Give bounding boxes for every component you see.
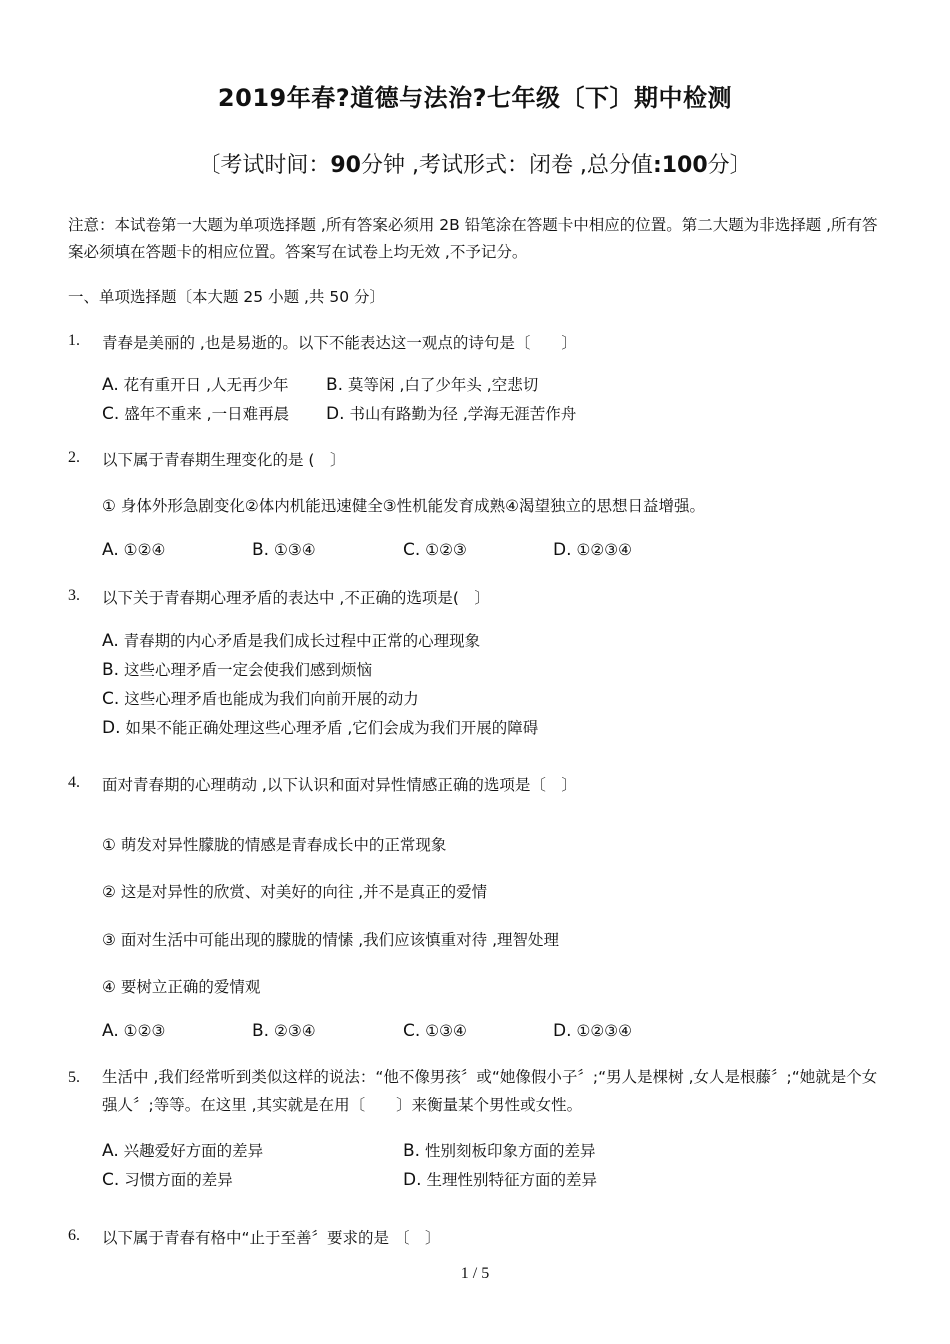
page-number: 1 / 5: [460, 1265, 490, 1282]
question-4-option-d: [553, 1021, 632, 1041]
question-3-option-d: [102, 716, 538, 738]
question-5-option-d: [403, 1168, 597, 1190]
option-text: 如果不能正确处理这些心理矛盾 ,它们会成为我们开展的障碍: [125, 719, 539, 737]
page-title: 2019年春?道德与法治?七年级〔下〕期中检测: [217, 84, 733, 112]
option-text: 花有重开日 ,人无再少年: [123, 376, 289, 394]
exam-info: [0, 148, 950, 179]
option-text: 兴趣爱好方面的差异: [123, 1142, 264, 1160]
exam-score-value: :100: [652, 153, 708, 178]
option-letter: A.: [102, 375, 119, 395]
exam-info-prefix: 〔考试时间：: [198, 153, 331, 178]
question-3-option-c: [102, 687, 419, 709]
option-letter: C.: [102, 1170, 120, 1190]
option-letter: C.: [403, 540, 421, 560]
option-letter: B.: [403, 1141, 421, 1161]
question-1-number: 1.: [68, 332, 80, 349]
option-letter: B.: [102, 660, 120, 680]
question-1-option-b: [326, 373, 538, 395]
option-letter: C.: [102, 404, 120, 424]
question-4-statement-3: ③ 面对生活中可能出现的朦胧的情愫 ,我们应该慎重对待 ,理智处理: [102, 931, 560, 949]
option-text: ①②③: [425, 541, 467, 559]
question-4-text: 面对青春期的心理萌动 ,以下认识和面对异性情感正确的选项是〔 〕: [102, 776, 577, 794]
option-text: ①②③④: [576, 541, 633, 559]
question-4-statement-2: ② 这是对异性的欣赏、对美好的向往 ,并不是真正的爱情: [102, 883, 488, 901]
option-text: 盛年不重来 ,一日难再晨: [124, 405, 290, 423]
option-letter: D.: [553, 1021, 572, 1041]
question-2-option-c: [403, 540, 467, 560]
option-letter: D.: [403, 1170, 422, 1190]
question-3-text: 以下关于青春期心理矛盾的表达中 ,不正确的选项是( 〕: [102, 589, 490, 607]
option-letter: A.: [102, 540, 119, 560]
question-4-option-a: [102, 1021, 165, 1041]
question-2-text: 以下属于青春期生理变化的是 ( 〕: [102, 451, 346, 469]
option-text: 这些心理矛盾一定会使我们感到烦恼: [124, 661, 373, 679]
option-text: ①③④: [425, 1022, 467, 1040]
option-text: 莫等闲 ,白了少年头 ,空悲切: [348, 376, 539, 394]
question-5-option-b: [403, 1139, 596, 1161]
option-text: ①②④: [123, 541, 166, 559]
question-4-statement-1: ① 萌发对异性朦胧的情感是青春成长中的正常现象: [102, 836, 447, 854]
option-letter: D.: [326, 404, 345, 424]
exam-info-suffix: 分〕: [707, 153, 752, 178]
option-text: 青春期的内心矛盾是我们成长过程中正常的心理现象: [123, 632, 481, 650]
question-3-number: 3.: [68, 587, 80, 604]
option-text: ①③④: [274, 541, 316, 559]
exam-info-middle: 分钟 ,考试形式：闭卷 ,总分值: [360, 153, 653, 178]
option-letter: B.: [252, 540, 270, 560]
question-3-option-b: [102, 658, 372, 680]
exam-time-value: 90: [330, 153, 361, 178]
question-5-option-c: [102, 1168, 233, 1190]
question-2-statement: ① 身体外形急剧变化②体内机能迅速健全③性机能发育成熟④渴望独立的思想日益增强。: [102, 497, 706, 515]
section-title: 一、单项选择题〔本大题 25 小题 ,共 50 分〕: [68, 288, 386, 306]
question-6-number: 6.: [68, 1227, 80, 1244]
question-2-option-b: [252, 540, 316, 560]
question-4-statement-4: ④ 要树立正确的爱情观: [102, 978, 261, 996]
question-2-option-a: [102, 540, 165, 560]
option-letter: D.: [102, 718, 121, 738]
option-text: ①②③: [123, 1022, 166, 1040]
option-text: ①②③④: [576, 1022, 633, 1040]
exam-notice: 注意：本试卷第一大题为单项选择题 ,所有答案必须用 2B 铅笔涂在答题卡中相应的位置。第二大题为非选择题 ,所有答案必须填在答题卡的相应位置。答案写在试卷上均无效 ,不予记分。: [68, 216, 878, 261]
question-4-number: 4.: [68, 774, 80, 791]
question-2-option-d: [553, 540, 632, 560]
question-1-option-d: [326, 402, 576, 424]
question-4-option-c: [403, 1021, 467, 1041]
question-5-text: 生活中 ,我们经常听到类似这样的说法：“他不像男孩〞或“她像假小子〞;“男人是棵树 ,女人是根藤〞;“她就是个女强人〞;等等。在这里 ,其实就是在用〔 〕来衡量某个男性或女性。: [102, 1068, 878, 1114]
option-letter: C.: [403, 1021, 421, 1041]
question-3-option-a: [102, 629, 480, 651]
option-letter: A.: [102, 1021, 119, 1041]
question-4-option-b: [252, 1021, 316, 1041]
question-1-option-a: [102, 373, 289, 395]
option-text: 书山有路勤为径 ,学海无涯苦作舟: [349, 405, 577, 423]
option-letter: B.: [326, 375, 344, 395]
question-6-text: 以下属于青春有格中“止于至善〞要求的是 〔 〕: [102, 1229, 441, 1247]
option-letter: B.: [252, 1021, 270, 1041]
question-2-number: 2.: [68, 449, 80, 466]
option-text: 习惯方面的差异: [124, 1171, 233, 1189]
option-text: 性别刻板印象方面的差异: [425, 1142, 596, 1160]
option-letter: D.: [553, 540, 572, 560]
option-letter: A.: [102, 1141, 119, 1161]
option-letter: C.: [102, 689, 120, 709]
question-5-number: 5.: [68, 1069, 80, 1086]
option-text: 这些心理矛盾也能成为我们向前开展的动力: [124, 690, 419, 708]
question-1-text: 青春是美丽的 ,也是易逝的。以下不能表达这一观点的诗句是〔 〕: [102, 334, 577, 352]
option-text: 生理性别特征方面的差异: [426, 1171, 597, 1189]
question-5-option-a: [102, 1139, 263, 1161]
option-text: ②③④: [274, 1022, 316, 1040]
question-1-option-c: [102, 402, 289, 424]
option-letter: A.: [102, 631, 119, 651]
